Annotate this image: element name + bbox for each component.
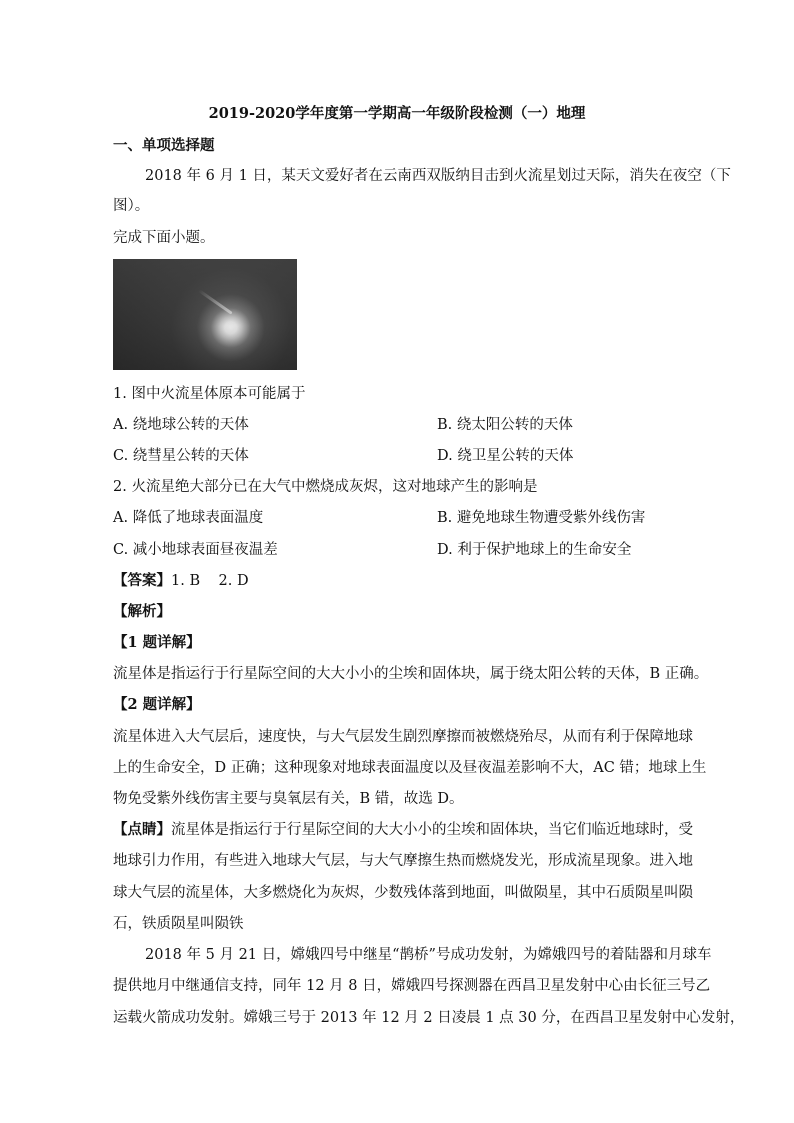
intro-2-line: 运载火箭成功发射。嫦娥三号于 2013 年 12 月 2 日凌晨 1 点 30 分，在西昌卫星发射中心发射， [113, 1010, 745, 1026]
question-2-stem: 2. 火流星绝大部分已在大气中燃烧成灰烬，这对地球产生的影响是 [113, 479, 538, 495]
comment-line [113, 820, 693, 840]
answer-label: 【答案】 [113, 572, 171, 589]
intro-2-line: 2018 年 5 月 21 日，嫦娥四号中继星“鹊桥”号成功发射，为嫦娥四号的着陆器和月球车 [145, 947, 712, 963]
comment-text: 流星体是指运行于行星际空间的大大小小的尘埃和固体块，当它们临近地球时，受 [171, 822, 693, 838]
question-2-option-b: B. 避免地球生物遭受紫外线伤害 [437, 510, 646, 526]
question-1-option-d: D. 绕卫星公转的天体 [437, 448, 574, 464]
detail-1-label: 【1 题详解】 [113, 634, 201, 651]
photo-haze [113, 259, 297, 370]
analysis-label: 【解析】 [113, 603, 171, 620]
detail-2-line: 物免受紫外线伤害主要与臭氧层有关，B 错，故选 D。 [113, 791, 464, 807]
detail-2-line: 流星体进入大气层后，速度快，与大气层发生剧烈摩擦而被燃烧殆尽，从而有利于保障地球 [113, 729, 693, 745]
question-2-option-a: A. 降低了地球表面温度 [113, 510, 264, 526]
question-2-option-d: D. 利于保护地球上的生命安全 [437, 542, 632, 558]
intro-paragraph-line: 2018 年 6 月 1 日，某天文爱好者在云南西双版纳目击到火流星划过天际，消失在夜空（下 [145, 168, 731, 184]
detail-2-line: 上的生命安全，D 正确；这种现象对地球表面温度以及昼夜温差影响不大，AC 错；地球上生 [113, 760, 707, 776]
comment-line: 地球引力作用，有些进入地球大气层，与大气摩擦生热而燃烧发光，形成流星现象。进入地 [113, 853, 693, 869]
intro-paragraph-line: 图）。 [113, 198, 150, 214]
question-1-stem: 1. 图中火流星体原本可能属于 [113, 386, 306, 402]
answer-text: 1. B 2. D [171, 573, 249, 589]
comment-line: 球大气层的流星体，大多燃烧化为灰烬，少数残体落到地面，叫做陨星，其中石质陨星叫陨 [113, 885, 693, 901]
answer-line [113, 571, 249, 591]
question-1-option-a: A. 绕地球公转的天体 [113, 417, 249, 433]
meteor-photo [113, 259, 297, 370]
question-2-option-c: C. 减小地球表面昼夜温差 [113, 542, 278, 558]
comment-label: 【点睛】 [113, 821, 171, 838]
detail-1-text: 流星体是指运行于行星际空间的大大小小的尘埃和固体块，属于绕太阳公转的天体，B 正确。 [113, 666, 709, 682]
section-heading: 一、单项选择题 [113, 137, 215, 154]
instruction-text: 完成下面小题。 [113, 230, 215, 246]
comment-line: 石，铁质陨星叫陨铁 [113, 916, 244, 932]
intro-2-line: 提供地月中继通信支持，同年 12 月 8 日，嫦娥四号探测器在西昌卫星发射中心由长征三号乙 [113, 978, 711, 994]
detail-2-label: 【2 题详解】 [113, 696, 201, 713]
question-1-option-b: B. 绕太阳公转的天体 [437, 417, 573, 433]
document-title: 2019-2020学年度第一学期高一年级阶段检测（一）地理 [208, 105, 586, 122]
question-1-option-c: C. 绕彗星公转的天体 [113, 448, 249, 464]
